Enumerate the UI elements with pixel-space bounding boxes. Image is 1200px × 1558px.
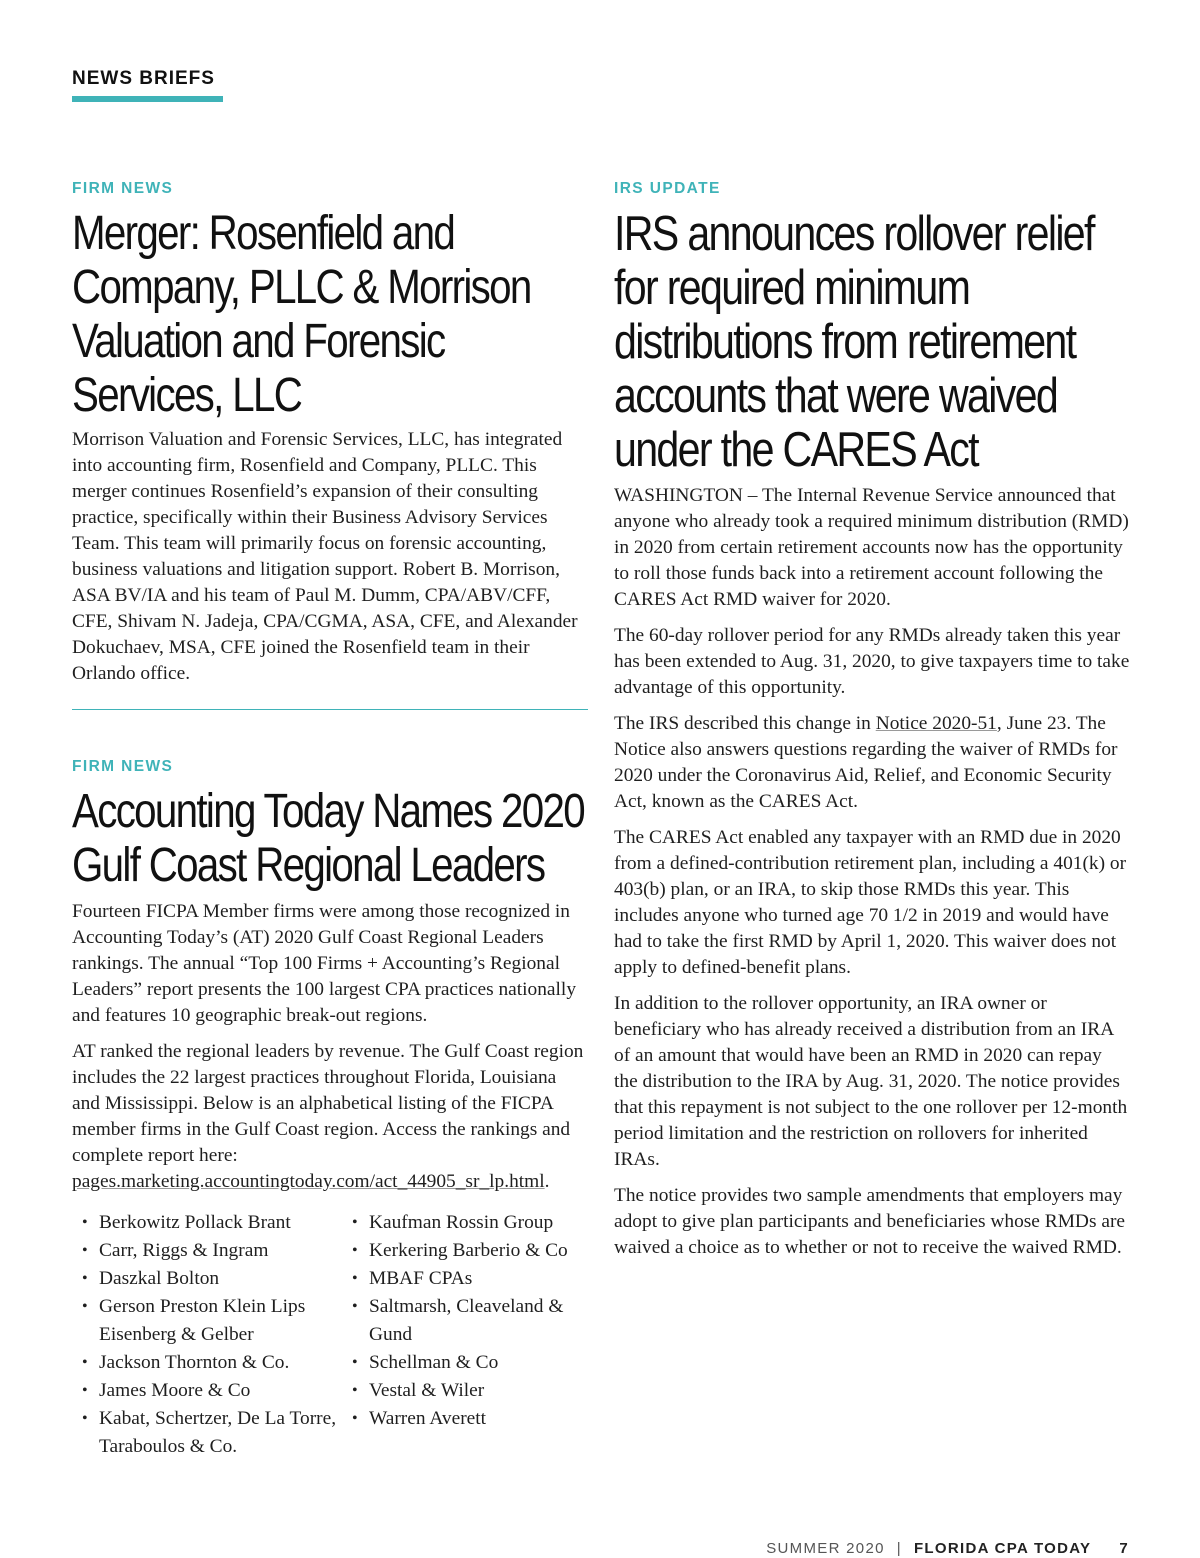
- firm-list-item: • Daszkal Bolton: [72, 1265, 342, 1293]
- paragraph-end: .: [544, 1171, 550, 1192]
- firm-list-item: • Kerkering Barberio & Co: [342, 1237, 588, 1265]
- firm-list-item: • Jackson Thornton & Co.: [72, 1349, 342, 1377]
- paragraph: Fourteen FICPA Member firms were among those recognized in Accounting Today’s (AT) 2020 Gulf Coast Regional Leaders rankings. The annual “Top 100 Firms + Accounting’s Regional Leaders” report presents the 100 largest CPA practices nationally and features 10 geographic break-out regions.: [72, 901, 577, 1026]
- firm-list-column-1: [72, 1209, 342, 1461]
- firm-list-item: • Schellman & Co: [342, 1349, 588, 1377]
- left-column: [72, 180, 588, 1461]
- section-title: NEWS BRIEFS: [72, 68, 215, 89]
- publication-name: FLORIDA CPA TODAY: [913, 1540, 1092, 1557]
- firm-list-item: • Saltmarsh, Cleaveland & Gund: [342, 1293, 588, 1349]
- firm-list-item: • Vestal & Wiler: [342, 1377, 588, 1405]
- article-headline: IRS announces rollover relief for required minimum distributions from retirement accounts that were waived under the CARES Act: [614, 207, 1094, 477]
- page-footer: [766, 1540, 1129, 1557]
- paragraph: In addition to the rollover opportunity, an IRA owner or beneficiary who has already received a distribution from an IRA of an amount that would have been an RMD in 2020 can repay the distribution to the IRA by Aug. 31, 2020. The notice provides that this repayment is not subject to the one rollover per 12-month period limitation and the restriction on rollovers for inherited IRAs.: [614, 993, 1128, 1170]
- article-body: [72, 427, 588, 687]
- page-number: 7: [1119, 1540, 1129, 1557]
- article-headline: Accounting Today Names 2020 Gulf Coast Regional Leaders: [72, 785, 585, 892]
- firm-list-item: • MBAF CPAs: [342, 1265, 588, 1293]
- notice-link[interactable]: Notice 2020-51: [875, 713, 997, 734]
- article-kicker: FIRM NEWS: [72, 180, 174, 197]
- paragraph-text: AT ranked the regional leaders by revenue. The Gulf Coast region includes the 22 largest practices throughout Florida, Louisiana and Mississippi. Below is an alphabetical listing of the FICPA member firms in the Gulf Coast region. Access the rankings and complete report here:: [72, 1041, 584, 1166]
- firm-list-column-2: [342, 1209, 588, 1461]
- paragraph-text: The IRS described this change in: [614, 713, 876, 734]
- rankings-report-link[interactable]: pages.marketing.accountingtoday.com/act_44905_sr_lp.html: [72, 1171, 545, 1192]
- paragraph: The CARES Act enabled any taxpayer with an RMD due in 2020 from a defined-contribution retirement plan, including a 401(k) or 403(b) plan, or an IRA, to skip those RMDs this year. This includes anyone who turned age 70 1/2 in 2019 and would have had to take the first RMD by April 1, 2020. This waiver does not apply to defined-benefit plans.: [614, 827, 1127, 978]
- article-irs-update: [614, 180, 1130, 1261]
- firm-list-item: • James Moore & Co: [72, 1377, 342, 1405]
- paragraph: Morrison Valuation and Forensic Services, LLC, has integrated into accounting firm, Rosenfield and Company, PLLC. This merger continues Rosenfield’s expansion of their consulting practice, specifically within their Business Advisory Services Team. This team will primarily focus on forensic accounting, business valuations and litigation support. Robert B. Morrison, ASA BV/IA and his team of Paul M. Dumm, CPA/ABV/CFF, CFE, Shivam N. Jadeja, CPA/CGMA, ASA, CFE, and Alexander Dokuchaev, MSA, CFE joined the Rosenfield team in their Orlando office.: [72, 429, 578, 684]
- article-regional-leaders: [72, 758, 588, 1461]
- article-body: [614, 483, 1130, 1261]
- firm-list: [72, 1209, 588, 1461]
- paragraph: The 60-day rollover period for any RMDs already taken this year has been extended to Aug. 31, 2020, to give taxpayers time to take advantage of this opportunity.: [614, 625, 1130, 698]
- article-kicker: FIRM NEWS: [72, 758, 174, 775]
- firm-list-item: • Warren Averett: [342, 1405, 588, 1433]
- paragraph-end: , June 23. The Notice also answers questions regarding the waiver of RMDs for 2020 under the Coronavirus Aid, Relief, and Economic Security Act, known as the CARES Act.: [614, 713, 1118, 812]
- firm-list-item: • Carr, Riggs & Ingram: [72, 1237, 342, 1265]
- paragraph: [72, 1039, 588, 1195]
- right-column: [614, 180, 1130, 1271]
- firm-list-item: • Berkowitz Pollack Brant: [72, 1209, 342, 1237]
- firm-list-item: • Kabat, Schertzer, De La Torre, Taraboulos & Co.: [72, 1405, 342, 1461]
- footer-separator: |: [896, 1540, 902, 1557]
- article-body: [72, 899, 588, 1195]
- firm-list-item: • Kaufman Rossin Group: [342, 1209, 588, 1237]
- paragraph: WASHINGTON – The Internal Revenue Service announced that anyone who already took a required minimum distribution (RMD) in 2020 from certain retirement accounts now has the opportunity to roll those funds back into a retirement account following the CARES Act RMD waiver for 2020.: [614, 485, 1129, 610]
- issue-label: SUMMER 2020: [766, 1540, 885, 1557]
- section-title-underline: [72, 96, 223, 102]
- article-headline: Merger: Rosenfield and Company, PLLC & Morrison Valuation and Forensic Services, LLC: [72, 207, 531, 422]
- column-divider: [72, 709, 588, 710]
- paragraph: [614, 711, 1130, 815]
- firm-list-item: • Gerson Preston Klein Lips Eisenberg & Gelber: [72, 1293, 342, 1349]
- article-kicker: IRS UPDATE: [614, 180, 721, 197]
- article-merger: [72, 180, 588, 687]
- paragraph: The notice provides two sample amendments that employers may adopt to give plan participants and beneficiaries whose RMDs are waived a choice as to whether or not to receive the waived RMD.: [614, 1185, 1126, 1258]
